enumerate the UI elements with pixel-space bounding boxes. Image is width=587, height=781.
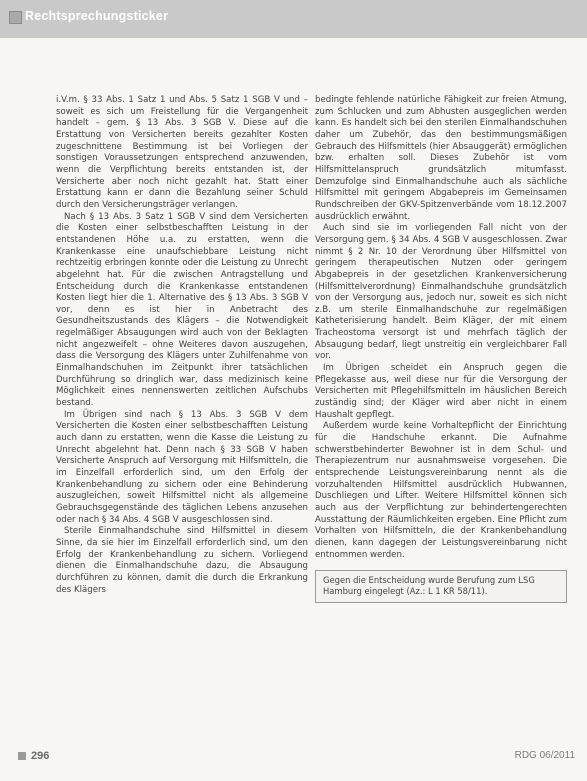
paragraph: Auch sind sie im vorliegenden Fall nicht von der Versorgung gem. § 34 Abs. 4 SGB V ausgeschlossen. Zwar nimmt § 2 Nr. 10 der Verordnung über Hilfsmittel von geringem therapeutischen Nutzen oder geringem Abgabepreis in der gesetzlichen Krankenversicherung (Hilfsmittelverordnung) Einmalhandschuhe grundsätzlich von der Versorgung aus, jedoch nur, soweit es sich nicht z.B. um sterile Einmalhandschuhe zur regelmäßigen Katheterisierung handelt. Beim Kläger, der mit einem Tracheostoma versorgt ist und mehrfach täglich der Absaugung bedarf, liegt unstreitig ein vergleichbarer Fall vor.: [315, 223, 567, 362]
issue-label: RDG 06/2011: [514, 750, 575, 761]
paragraph: Außerdem wurde keine Vorhaltepflicht der Einrichtung für die Handschuhe erkannt. Die Aufnahme schwerstbehinderter Bewohner ist in dem Schul- und Therapiezentrum nur ausnahmsweise vorgesehen. Die entsprechende Leistungsvereinbarung nennt als die vorzuhaltenden Hilfsmittel ausdrücklich Hubwannen, Duschliegen und Lifter. Weitere Hilfsmittel können sich auch aus der Verpflichtung zur behindertengerechten Ausstattung der Räumlichkeiten ergeben. Eine Pflicht zum Vorhalten von Hilfsmitteln, die der Krankenbehandlung dienen, kann dagegen der Leistungsvereinbarung nicht entnommen werden.: [315, 421, 567, 560]
appeal-note-box: Gegen die Entscheidung wurde Berufung zum LSG Hamburg eingelegt (Az.: L 1 KR 58/11).: [315, 570, 567, 602]
section-title: Rechtsprechungsticker: [25, 9, 169, 23]
paragraph: Nach § 13 Abs. 3 Satz 1 SGB V sind dem Versicherten die Kosten einer selbstbeschafften Leistung in der entstandenen Höhe u.a. zu erstatten, wenn die Krankenkasse eine unaufschiebbare Leistung nicht rechtzeitig erbringen konnte oder die Leistung zu Unrecht abgelehnt hat. Für die zwischen Antragstellung und Entscheidung durch die Krankenkasse entstandenen Kosten liegt hier die 1. Alternative des § 13 Abs. 3 SGB V vor, denn es ist hier in Anbetracht des Gesundheitszustands des Klägers – die Notwendigkeit regelmäßiger Absaugungen wird auch von der Beklagten nicht angezweifelt – ohne Weiteres davon auszugehen, dass die Versorgung des Klägers unter Zuhilfenahme von Einmalhandschuhen im Zeitpunkt ihrer tatsächlichen Durchführung so dringlich war, dass medizinisch keine Möglichkeit eines nennenswerten zeitlichen Aufschubs bestand.: [56, 211, 308, 409]
left-column: [56, 95, 308, 596]
right-column: [315, 95, 567, 603]
paragraph: i.V.m. § 33 Abs. 1 Satz 1 und Abs. 5 Satz 1 SGB V und – soweit es sich um Freistellung für die Vergangenheit handelt – gem. § 13 Abs. 3 SGB V. Diese auf die Erstattung von Versicherten bereits gezahlter Kosten zugeschnittene Bestimmung ist bei Vorliegen der sonstigen Voraussetzungen entsprechend anzuwenden, wenn die Verpflichtung bereits entstanden ist, der Versicherte aber noch nicht gezahlt hat. Statt einer Erstattung kann er dann die Bezahlung seiner Schuld durch den Versicherungsträger verlangen.: [56, 95, 308, 210]
page-number: 296: [31, 750, 50, 762]
paragraph: Sterile Einmalhandschuhe sind Hilfsmittel in diesem Sinne, da sie hier im Einzelfall erforderlich sind, um den Erfolg der Krankenbehandlung zu sichern. Vorliegend dienen die Einmalhandschuhe dazu, die Absaugung durchführen zu können, damit die durch die Erkrankung des Klägers: [56, 526, 308, 595]
paragraph: Im Übrigen sind nach § 13 Abs. 3 SGB V dem Versicherten die Kosten einer selbstbeschafften Leistung auch dann zu erstatten, wenn die Kasse die Leistung zu Unrecht abgelehnt hat. Denn nach § 33 SGB V haben Versicherte Anspruch auf Versorgung mit Hilfsmitteln, die im Einzelfall erforderlich sind, um den Erfolg der Krankenbehandlung zu sichern oder eine Behinderung auszugleichen, soweit Hilfsmittel nicht als allgemeine Gebrauchsgegenstände des täglichen Lebens anzusehen oder nach § 34 Abs. 4 SGB V ausgeschlossen sind.: [56, 409, 308, 525]
paragraph: bedingte fehlende natürliche Fähigkeit zur freien Atmung, zum Schlucken und zum Abhusten ausgeglichen werden kann. Es handelt sich bei den sterilen Einmalhandschuhen daher um Zubehör, das den bestimmungsmäßigen Gebrauch des Hilfsmittels (hier Absauggerät) ermöglichen bzw. erhalten soll. Dieses Zubehör ist vom Hilfsmittelanspruch grundsätzlich mitumfasst. Demzufolge sind Einmalhandschuhe auch als sächliche Hilfsmittel mit geringem Abgabepreis im Gemeinsamen Rundschreiben der GKV-Spitzenverbände vom 18.12.2007 ausdrücklich erwähnt.: [315, 95, 567, 222]
section-marker-icon: [9, 11, 22, 24]
header-bar: [0, 0, 587, 38]
footer-page: [18, 749, 49, 763]
page-marker-icon: [18, 752, 26, 760]
paragraph: Im Übrigen scheidet ein Anspruch gegen die Pflegekasse aus, weil diese nur für die Versorgung der Versicherten mit Pflegehilfsmitteln im häuslichen Bereich zuständig sind; der Kläger wird aber nicht in einem Haushalt gepflegt.: [315, 363, 567, 420]
